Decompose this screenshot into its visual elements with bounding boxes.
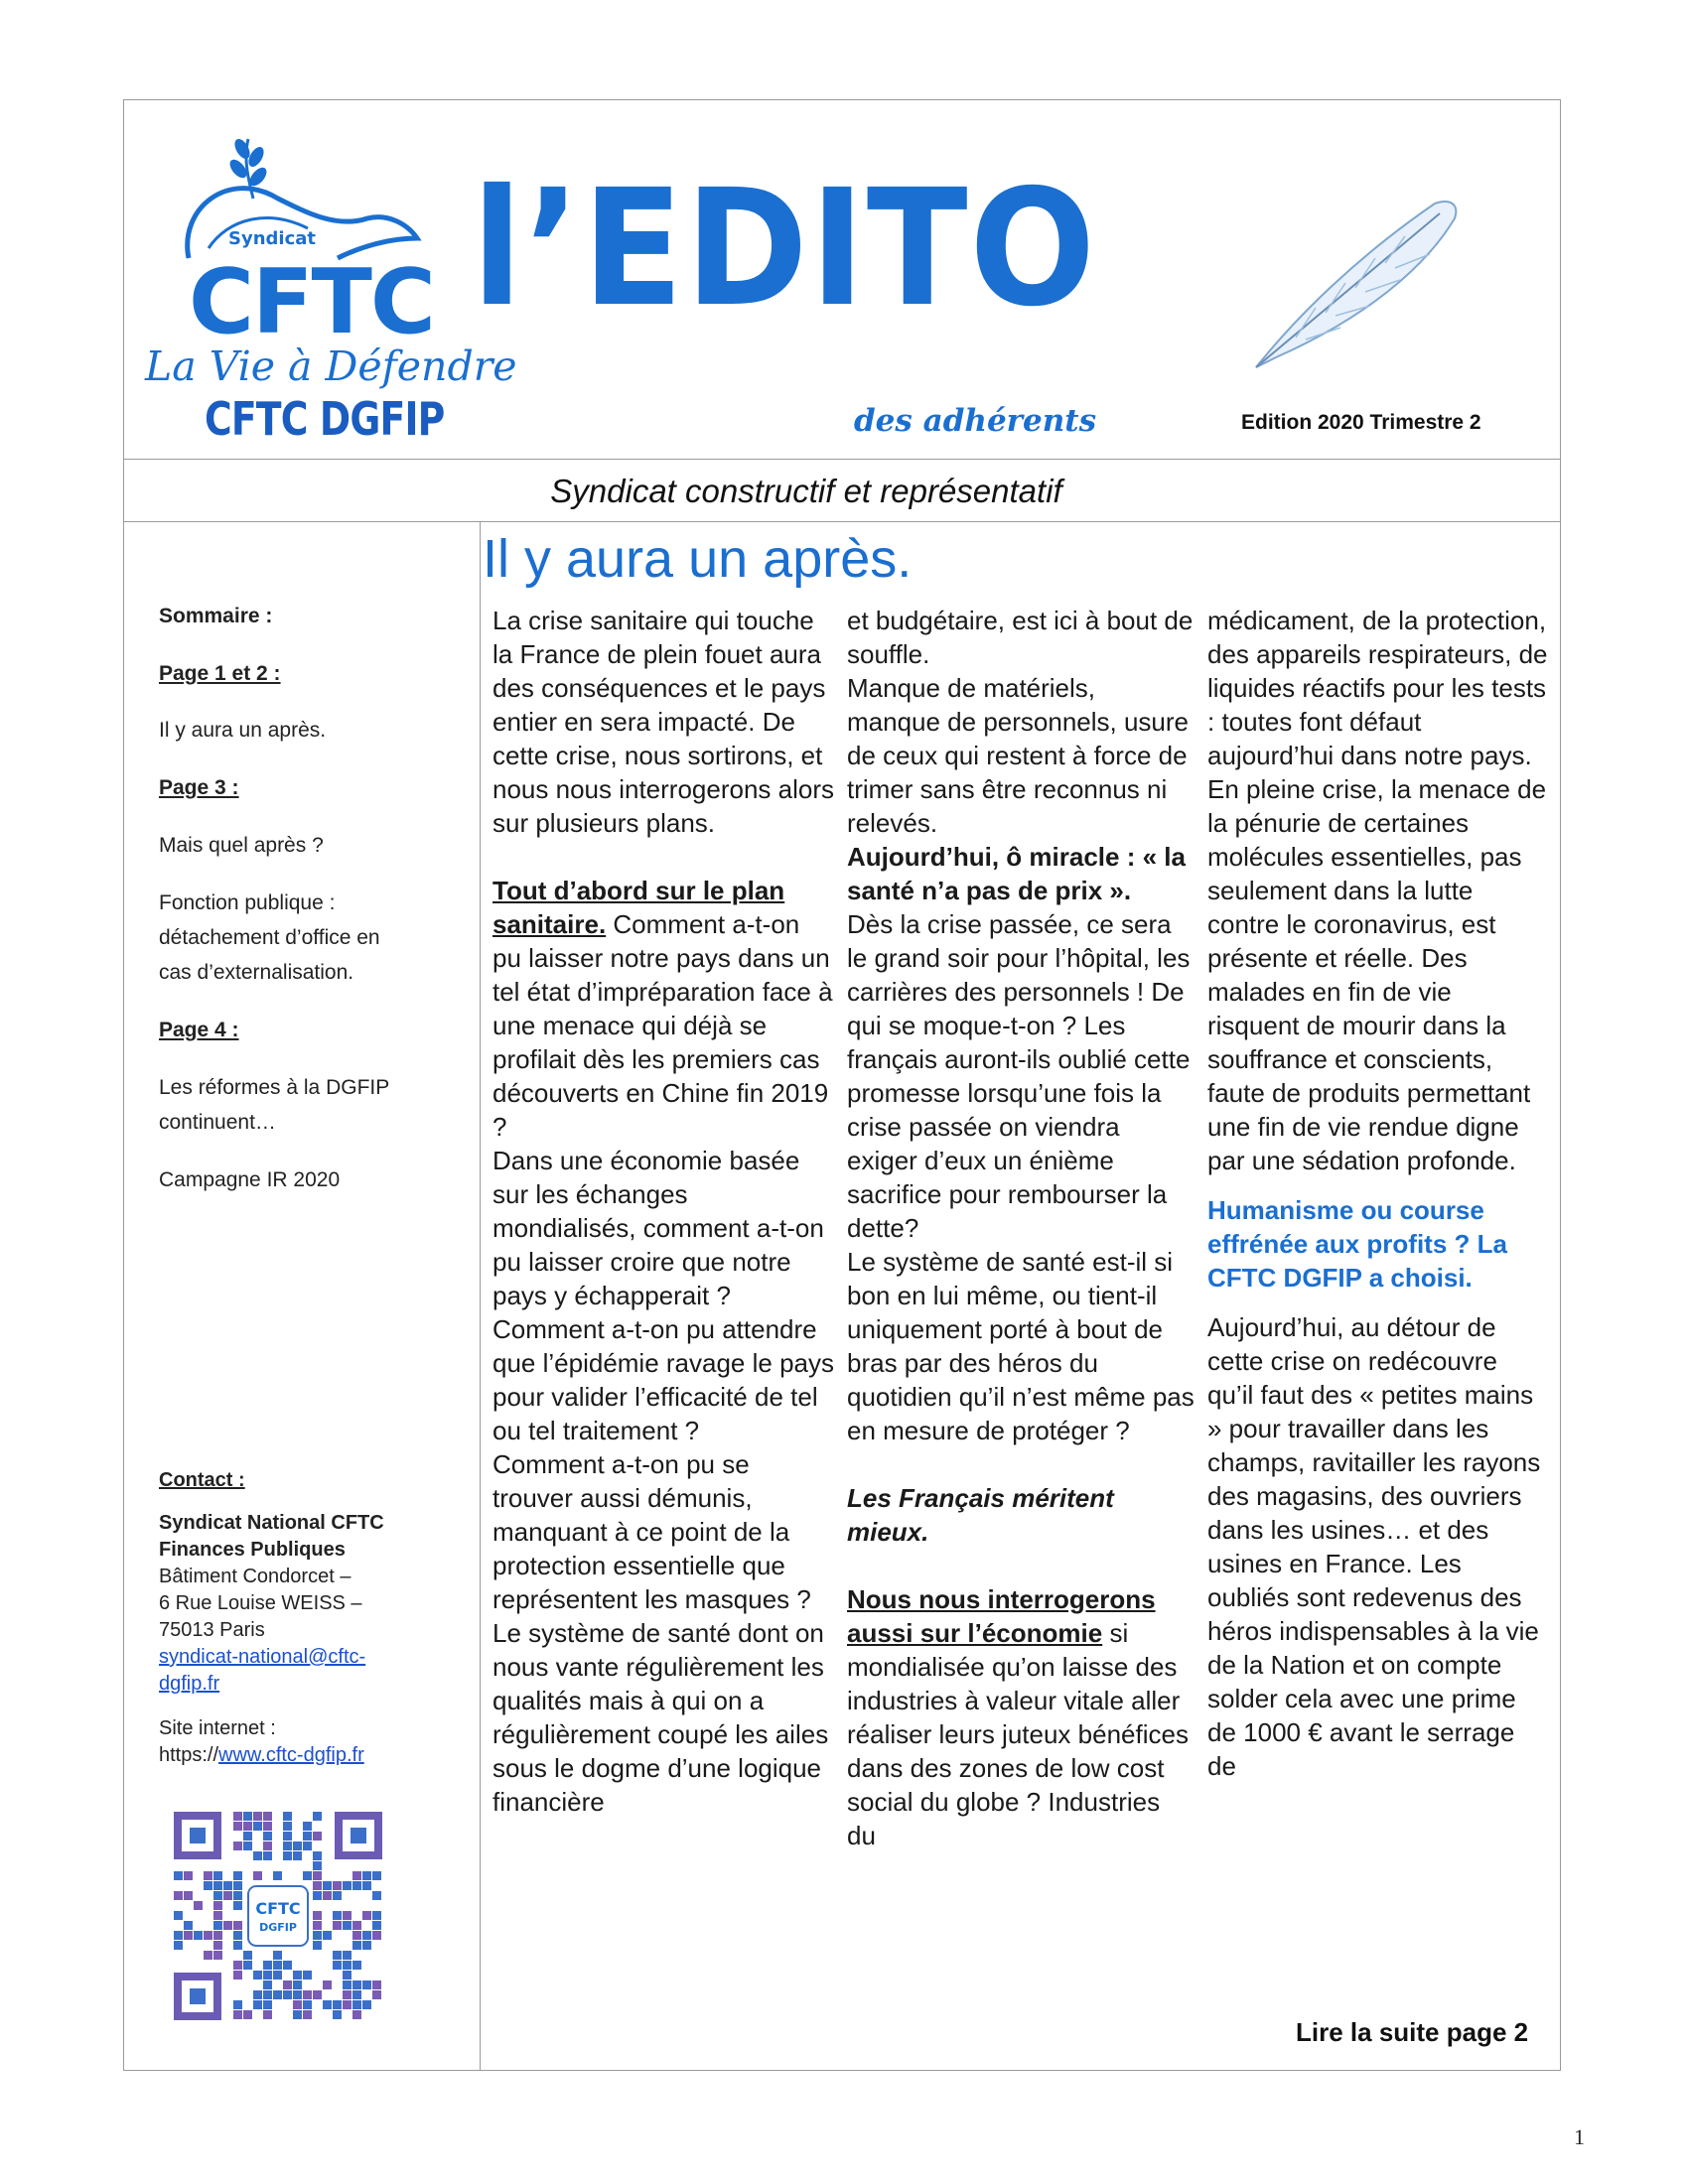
toc-item: Fonction publique : [159, 891, 336, 914]
paragraph: Dès la crise passée, ce sera le grand soir pour l’hôpital, les carrières des personnels ! De qui se moque-t-on ? Les français auront-ils oublié cette promesse lorsqu’une fois la crise passée on viendra exiger d’eux un énième sacrifice pour rembourser la dette? [847, 909, 1191, 1243]
paragraph [492, 874, 835, 1144]
paragraph-text: si mondialisée qu’on laisse des industries à valeur vitale aller réaliser leurs juteux bénéfices dans des zones de low cost social du globe ? Industries du [847, 1618, 1189, 1850]
section-heading: Aujourd’hui, ô miracle : « la santé n’a pas de prix ». [847, 842, 1186, 905]
toc-item: continuent… [159, 1111, 276, 1134]
newsletter-title: l’EDITO [472, 156, 1097, 342]
read-more-link[interactable]: Lire la suite page 2 [1296, 2017, 1529, 2047]
section-heading: Nous nous interrogerons aussi sur l’économie [847, 1584, 1156, 1648]
email-link[interactable]: syndicat-national@cftc- [159, 1646, 366, 1668]
toc-item: Mais quel après ? [159, 834, 324, 857]
toc-item: détachement d’office en [159, 926, 380, 949]
newsletter-subtitle: des adhérents [854, 403, 1097, 439]
paragraph: Comment a-t-on pu attendre que l’épidémie ravage le pays pour valider l’efficacité de tel ou tel traitement ? [492, 1314, 834, 1445]
toc-item: cas d’externalisation. [159, 961, 354, 984]
email-link[interactable]: dgfip.fr [159, 1673, 220, 1695]
tagline-divider [123, 521, 1561, 522]
logo-dgfip-text: CFTC DGFIP [205, 392, 445, 446]
article-column-1 [492, 604, 835, 1819]
site-link[interactable]: www.cftc-dgfip.fr [218, 1744, 364, 1766]
site-prefix: https:// [159, 1744, 219, 1766]
paragraph [847, 1582, 1195, 1852]
toc-item: Les réformes à la DGFIP [159, 1076, 390, 1099]
toc-page-4: Page 4 : [159, 1019, 239, 1041]
address-line: 75013 Paris [159, 1619, 265, 1641]
paragraph: Aujourd’hui, au détour de cette crise on redécouvre qu’il faut des « petites mains » pour travailler dans les champs, ravitailler les rayons des magasins, des ouvriers dans les usines… et des usines en France. Les oubliés sont redevenus des héros indispensables à la vie de la Nation et on compte solder cela avec une prime de 1000 € avant le serrage de [1207, 1312, 1541, 1781]
qr-code-icon [174, 1812, 382, 2020]
org-name: Syndicat National CFTC [159, 1512, 384, 1534]
paragraph: Le système de santé est-il si bon en lui même, ou tient-il uniquement porté à bout de bras par des héros du quotidien qu’il n’est même pas en mesure de protéger ? [847, 1247, 1195, 1445]
contact-label: Contact : [159, 1469, 245, 1491]
paragraph: Dans une économie basée sur les échanges mondialisés, comment a-t-on pu laisser croire que notre pays y échapperait ? [492, 1146, 824, 1310]
cftc-logo [139, 129, 517, 447]
paragraph: et budgétaire, est ici à bout de souffle. [847, 606, 1194, 669]
sidebar-divider [480, 521, 481, 2071]
tagline: Syndicat constructif et représentatif [550, 473, 1062, 509]
section-heading: Les Français méritent mieux. [847, 1483, 1114, 1547]
logo-syndicat-text: Syndicat [228, 228, 316, 249]
paragraph-text: Comment a-t-on pu laisser notre pays dans un tel état d’impréparation face à une menace qui déjà se profilait dès les premiers cas découverts en Chine fin 2019 ? [492, 909, 833, 1142]
feather-quill-icon [1236, 189, 1465, 377]
toc-item: Il y aura un après. [159, 719, 327, 742]
paragraph: La crise sanitaire qui touche la France de plein fouet aura des conséquences et le pays entier en sera impacté. De cette crise, nous sortirons, et nous nous interrogerons alors sur plusieurs plans. [492, 606, 834, 838]
org-name: Finances Publiques [159, 1539, 346, 1561]
qr-logo-text: CFTC [255, 1899, 301, 1918]
paragraph: Le système de santé dont on nous vante régulièrement les qualités mais à qui on a régulièrement coupé les ailes sous le dogme d’une logique financière [492, 1618, 829, 1817]
toc-page-1-2: Page 1 et 2 : [159, 662, 281, 685]
article-column-2 [847, 604, 1195, 1852]
edition-label: Edition 2020 Trimestre 2 [1241, 411, 1481, 434]
article-column-3 [1207, 604, 1550, 1783]
paragraph: Comment a-t-on pu se trouver aussi démunis, manquant à ce point de la protection essentielle que représentent les masques ? [492, 1449, 811, 1614]
logo-motto: La Vie à Défendre [145, 342, 517, 390]
sommaire-label: Sommaire : [159, 605, 273, 627]
contact-block [159, 1467, 457, 1769]
paragraph: Manque de matériels, manque de personnels, usure de ceux qui restent à force de trimer sans être reconnus ni relevés. [847, 673, 1190, 838]
toc-page-3: Page 3 : [159, 776, 239, 799]
paragraph: médicament, de la protection, des appareils respirateurs, de liquides réactifs pour les tests : toutes font défaut aujourd’hui dans notre pays. En pleine crise, la menace de la pénurie de certaines molécules essentielles, pas seulement dans la lutte contre le coronavirus, est présente et réelle. Des malades en fin de vie risquent de mourir dans la souffrance et conscients, faute de produits permettant une fin de vie rendue digne par une sédation profonde. [1207, 606, 1548, 1175]
qr-logo-text: DGFIP [259, 1921, 297, 1934]
logo-cftc-text: CFTC [189, 250, 434, 354]
toc-item: Campagne IR 2020 [159, 1168, 341, 1191]
article-headline: Il y aura un après. [483, 529, 913, 589]
header-divider [123, 459, 1561, 460]
site-label: Site internet : [159, 1717, 276, 1739]
section-heading: Humanisme ou course effrénée aux profits ? La CFTC DGFIP a choisi. [1207, 1195, 1507, 1293]
address-line: Bâtiment Condorcet – [159, 1566, 352, 1587]
page-number: 1 [1574, 2124, 1585, 2149]
section-heading: Tout d’abord sur le plan sanitaire. [492, 876, 785, 939]
address-line: 6 Rue Louise WEISS – [159, 1592, 362, 1614]
